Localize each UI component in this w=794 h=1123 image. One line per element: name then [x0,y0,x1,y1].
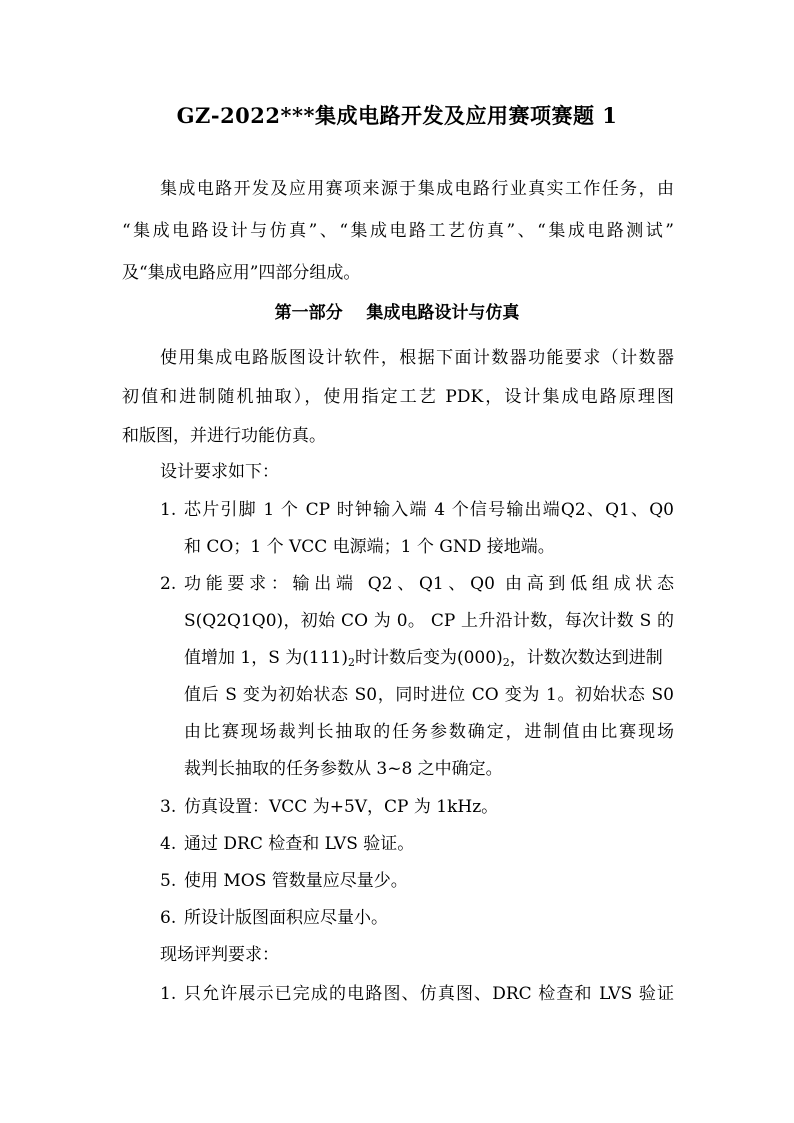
design-item-1-line-1: 芯片引脚 1 个 CP 时钟输入端 4 个信号输出端Q2、Q1、Q0 [184,500,674,520]
intro-line-1: 集成电路开发及应用赛项来源于集成电路行业真实工作任务，由 [160,179,674,199]
judge-req-label: 现场评判要求： [160,945,279,965]
design-req-label: 设计要求如下： [160,462,279,482]
design-item-4-line-1: 通过 DRC 检查和 LVS 验证。 [184,834,415,854]
design-item-2-line-5: 由比赛现场裁判长抽取的任务参数确定，进制值由比赛现场 [184,722,674,742]
design-item-2-line-2: S(Q2Q1Q0)，初始 CO 为 0。 CP 上升沿计数，每次计数 S 的 [184,611,674,631]
design-item-1-number: 1. [160,500,177,520]
design-item-4-number: 4. [160,834,177,854]
design-item-2-line-6: 裁判长抽取的任务参数从 3~8 之中确定。 [184,759,503,779]
design-item-5-line-1: 使用 MOS 管数量应尽量少。 [184,871,408,891]
judge-item-1-number: 1. [160,984,177,1004]
p1-line-2: 初值和进制随机抽取），使用指定工艺 PDK，设计集成电路原理图 [122,387,674,407]
design-item-2-line-4: 值后 S 变为初始状态 S0，同时进位 CO 变为 1。初始状态 S0 [184,685,674,705]
document-title: GZ-2022***集成电路开发及应用赛项赛题 1 [176,103,618,128]
p1-line-3: 和版图，并进行功能仿真。 [122,426,326,446]
p1-line-1: 使用集成电路版图设计软件，根据下面计数器功能要求（计数器 [160,348,674,368]
design-item-6-number: 6. [160,908,177,928]
design-item-5-number: 5. [160,871,177,891]
design-item-2-line-3 [184,646,674,670]
judge-item-1-line-1: 只允许展示已完成的电路图、仿真图、DRC 检查和 LVS 验证 [184,984,674,1004]
part1-heading: 第一部分 集成电路设计与仿真 [274,303,520,323]
design-item-2-line-3-part-a: 值增加 1，S 为$(111)_2$时计数后变为$(000)_2$，计数次数达到进制 [184,648,663,669]
design-item-1-line-2: 和 CO；1 个 VCC 电源端；1 个 GND 接地端。 [184,537,555,557]
design-item-3-number: 3. [160,797,177,817]
intro-line-3: 及“集成电路应用”四部分组成。 [122,263,361,283]
design-item-6-line-1: 所设计版图面积应尽量小。 [184,908,388,928]
design-item-3-line-1: 仿真设置：VCC 为+5V，CP 为 1kHz。 [184,797,499,817]
design-item-2-line-1: 功能要求：输出端 Q2、Q1、Q0 由高到低组成状态 [184,574,674,594]
design-item-2-number: 2. [160,574,177,594]
intro-line-2: “集成电路设计与仿真”、“集成电路工艺仿真”、“集成电路测试” [122,221,674,241]
